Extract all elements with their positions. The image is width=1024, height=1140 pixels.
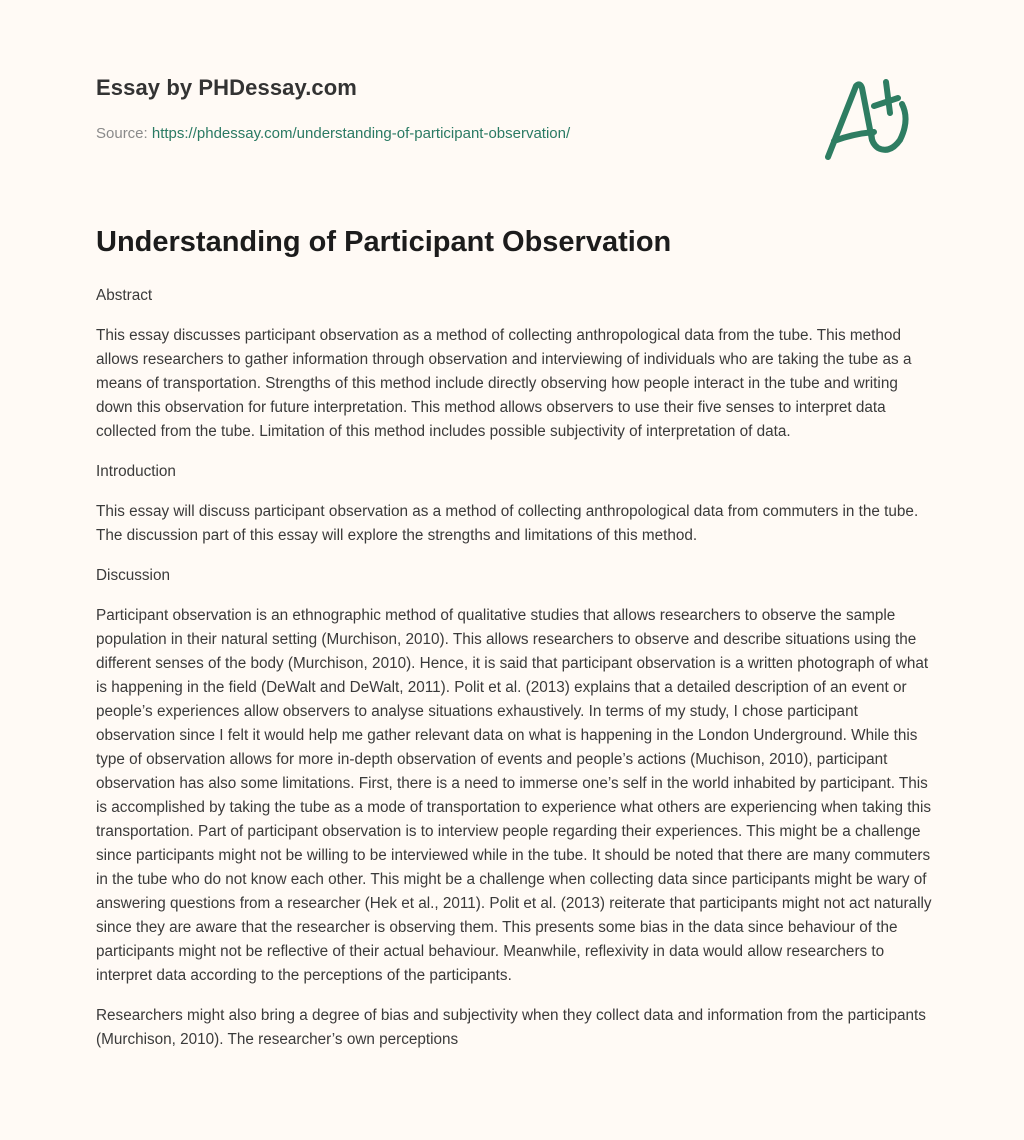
essay-title: Understanding of Participant Observation xyxy=(96,226,672,258)
section-heading-abstract: Abstract xyxy=(96,287,153,304)
discussion-paragraph: Participant observation is an ethnographic method of qualitative studies that allows researchers to observe the sample population in their natural setting (Murchison, 2010). This allows researchers to observe and describe situations using the different senses of the body (Murchison, 2010). Hence, it is said that participant observation is a written photograph of what is happening in the field (DeWalt and DeWalt, 2011). Polit et al. (2013) explains that a detailed description of an event or people’s experiences allow observers to analyse situations exhaustively. In terms of my study, I chose participant observation since I felt it would help me gather relevant data on what is happening in the London Underground. While this type of observation allows for more in-depth observation of events and people’s actions (Muchison, 2010), participant observation has also some limitations. First, there is a need to immerse one’s self in the world inhabited by participant. This is accomplished by taking the tube as a mode of transportation to experience what others are experiencing when taking this transportation. Part of participant observation is to interview people regarding their experiences. This might be a challenge since participants might not be willing to be interviewed while in the tube. It should be noted that there are many commuters in the tube who do not know each other. This might be a challenge when collecting data since participants might be wary of answering questions from a researcher (Hek et al., 2011). Polit et al. (2013) reiterate that participants might not act naturally since they are aware that the researcher is observing them. This presents some bias in the data since behaviour of the participants might not be reflective of their actual behaviour. Meanwhile, reflexivity in data would allow researchers to interpret data according to the perceptions of the participants. xyxy=(96,607,932,984)
abstract-paragraph: This essay discusses participant observation as a method of collecting anthropological data from the tube. This method allows researchers to gather information through observation and interviewing of individuals who are taking the tube as a means of transportation. Strengths of this method include directly observing how people interact in the tube and writing down this observation for future interpretation. This method allows observers to use their five senses to interpret data collected from the tube. Limitation of this method includes possible subjectivity of interpretation of data. xyxy=(96,327,912,440)
essay-body xyxy=(96,284,932,1068)
source-line xyxy=(96,125,570,142)
site-title: Essay by PHDessay.com xyxy=(96,75,357,100)
section-heading-discussion: Discussion xyxy=(96,567,170,584)
introduction-paragraph: This essay will discuss participant observation as a method of collecting anthropological data from commuters in the tube. The discussion part of this essay will explore the strengths and limitations of this method. xyxy=(96,503,919,544)
source-link[interactable]: https://phdessay.com/understanding-of-participant-observation/ xyxy=(151,125,571,142)
discussion-paragraph: Researchers might also bring a degree of bias and subjectivity when they collect data and information from the participants (Murchison, 2010). The researcher’s own perceptions xyxy=(96,1007,926,1048)
section-heading-introduction: Introduction xyxy=(96,463,176,480)
a-plus-grade-icon xyxy=(820,68,930,168)
page-header xyxy=(96,75,936,142)
source-label: Source: xyxy=(96,125,152,142)
